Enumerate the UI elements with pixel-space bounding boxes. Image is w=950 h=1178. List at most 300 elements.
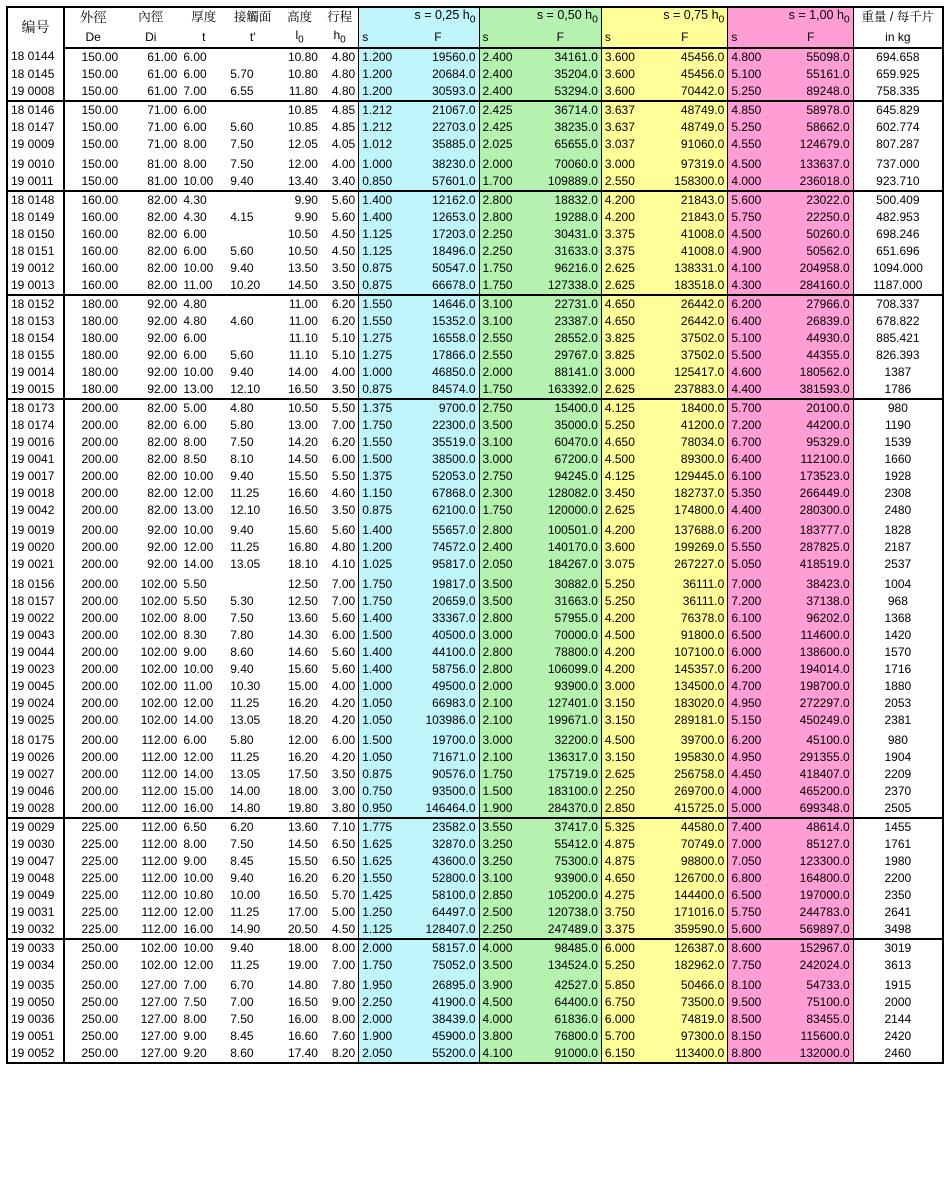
cell-s-025: 1.400 bbox=[359, 644, 398, 661]
cell-s-050: 2.400 bbox=[479, 48, 520, 66]
cell-t: 5.50 bbox=[183, 576, 207, 591]
cell-h0: 4.50 bbox=[331, 226, 356, 241]
cell-s-025: 1.625 bbox=[359, 836, 398, 853]
cell-f-075: 267227.0 bbox=[642, 556, 728, 573]
cell-s-050: 1.750 bbox=[479, 381, 520, 399]
cell-s-025: 1.375 bbox=[359, 468, 398, 485]
cell-s-100: 6.500 bbox=[728, 627, 769, 644]
cell-s-025: 1.000 bbox=[359, 364, 398, 381]
table-row bbox=[7, 749, 943, 766]
cell-de: 200.00 bbox=[81, 783, 119, 798]
cell-f-100: 44200.0 bbox=[769, 417, 854, 434]
cell-s-050: 3.550 bbox=[479, 818, 520, 836]
cell-t: 12.00 bbox=[183, 539, 214, 554]
cell-t: 6.00 bbox=[183, 330, 207, 345]
cell-di: 102.00 bbox=[140, 661, 178, 676]
cell-f-100: 95329.0 bbox=[769, 434, 854, 451]
cell-f-100: 204958.0 bbox=[769, 260, 854, 277]
cell-s-100: 7.200 bbox=[728, 417, 769, 434]
cell-t: 9.00 bbox=[183, 1028, 207, 1043]
cell-f-025: 57601.0 bbox=[397, 173, 479, 191]
cell-f-050: 35204.0 bbox=[520, 66, 602, 83]
cell-s-075: 4.200 bbox=[601, 661, 642, 678]
cell-f-100: 89248.0 bbox=[769, 83, 854, 101]
cell-f-050: 38235.0 bbox=[520, 119, 602, 136]
cell-f-100: 58978.0 bbox=[769, 101, 854, 119]
cell-weight: 1387 bbox=[853, 364, 943, 381]
cell-de: 150.00 bbox=[81, 119, 119, 134]
cell-s-050: 2.025 bbox=[479, 136, 520, 153]
cell-l0: 13.00 bbox=[287, 417, 318, 432]
cell-weight: 2420 bbox=[853, 1028, 943, 1045]
cell-weight: 1928 bbox=[853, 468, 943, 485]
cell-di: 82.00 bbox=[147, 277, 178, 292]
cell-f-050: 30431.0 bbox=[520, 226, 602, 243]
cell-s-025: 1.125 bbox=[359, 921, 398, 939]
cell-de: 200.00 bbox=[81, 522, 119, 537]
cell-h0: 4.20 bbox=[331, 749, 356, 764]
cell-id: 19 0030 bbox=[7, 836, 64, 853]
cell-h0: 6.20 bbox=[331, 434, 356, 449]
cell-t: 15.00 bbox=[183, 783, 214, 798]
cell-t-prime: 12.10 bbox=[230, 381, 261, 396]
cell-s-050: 1.750 bbox=[479, 766, 520, 783]
cell-l0: 15.00 bbox=[287, 678, 318, 693]
cell-f-100: 236018.0 bbox=[769, 173, 854, 191]
cell-di: 92.00 bbox=[147, 522, 178, 537]
cell-s-050: 3.500 bbox=[479, 573, 520, 593]
table-row bbox=[7, 729, 943, 749]
cell-f-100: 83455.0 bbox=[769, 1011, 854, 1028]
cell-f-075: 39700.0 bbox=[642, 729, 728, 749]
cell-s-100: 4.950 bbox=[728, 749, 769, 766]
cell-weight: 1880 bbox=[853, 678, 943, 695]
cell-t: 4.30 bbox=[180, 191, 227, 209]
unit-weight: in kg bbox=[853, 28, 943, 48]
cell-s-075: 4.200 bbox=[601, 519, 642, 539]
table-row bbox=[7, 539, 943, 556]
cell-id: 18 0152 bbox=[7, 295, 64, 313]
table-row bbox=[7, 695, 943, 712]
cell-l0: 14.20 bbox=[287, 434, 318, 449]
cell-f-075: 182737.0 bbox=[642, 485, 728, 502]
cell-s-100: 7.200 bbox=[728, 593, 769, 610]
cell-t-prime: 7.50 bbox=[230, 136, 254, 151]
cell-l0: 14.50 bbox=[287, 277, 318, 292]
cell-f-100: 418519.0 bbox=[769, 556, 854, 573]
cell-f-075: 45456.0 bbox=[642, 66, 728, 83]
cell-de: 150.00 bbox=[81, 173, 119, 188]
table-row bbox=[7, 644, 943, 661]
table-row bbox=[7, 627, 943, 644]
cell-s-025: 1.500 bbox=[359, 451, 398, 468]
cell-de: 225.00 bbox=[81, 904, 119, 919]
cell-t-prime bbox=[227, 573, 278, 593]
cell-f-100: 50562.0 bbox=[769, 243, 854, 260]
cell-t-prime: 8.10 bbox=[230, 451, 254, 466]
cell-s-075: 4.500 bbox=[601, 451, 642, 468]
cell-f-050: 183100.0 bbox=[520, 783, 602, 800]
cell-f-025: 55657.0 bbox=[397, 519, 479, 539]
cell-s-075: 2.625 bbox=[601, 502, 642, 519]
cell-s-100: 4.100 bbox=[728, 260, 769, 277]
cell-f-075: 125417.0 bbox=[642, 364, 728, 381]
cell-f-025: 41900.0 bbox=[397, 994, 479, 1011]
cell-t-prime: 5.60 bbox=[230, 119, 254, 134]
cell-s-050: 2.800 bbox=[479, 519, 520, 539]
cell-f-100: 183777.0 bbox=[769, 519, 854, 539]
cell-f-050: 98485.0 bbox=[520, 939, 602, 957]
cell-t: 10.80 bbox=[183, 887, 214, 902]
cell-s-025: 1.400 bbox=[359, 519, 398, 539]
cell-id: 19 0051 bbox=[7, 1028, 64, 1045]
cell-t-prime bbox=[227, 101, 278, 119]
cell-f-050: 60470.0 bbox=[520, 434, 602, 451]
cell-s-025: 1.400 bbox=[359, 610, 398, 627]
cell-f-100: 54733.0 bbox=[769, 974, 854, 994]
table-row bbox=[7, 1011, 943, 1028]
unit-f-050: F bbox=[520, 28, 602, 48]
cell-s-075: 6.150 bbox=[601, 1045, 642, 1063]
cell-t-prime: 7.50 bbox=[230, 836, 254, 851]
table-row bbox=[7, 1028, 943, 1045]
cell-weight: 500.409 bbox=[853, 191, 943, 209]
cell-t: 6.00 bbox=[183, 226, 207, 241]
cell-f-050: 34161.0 bbox=[520, 48, 602, 66]
cell-f-075: 97319.0 bbox=[642, 153, 728, 173]
cell-weight: 1786 bbox=[853, 381, 943, 399]
cell-f-050: 109889.0 bbox=[520, 173, 602, 191]
table-row bbox=[7, 1045, 943, 1063]
cell-di: 112.00 bbox=[141, 766, 178, 781]
cell-s-025: 0.875 bbox=[359, 766, 398, 783]
cell-h0: 4.00 bbox=[331, 156, 356, 171]
cell-weight: 2308 bbox=[853, 485, 943, 502]
cell-t: 10.00 bbox=[183, 661, 214, 676]
cell-id: 18 0151 bbox=[7, 243, 64, 260]
cell-s-025: 1.950 bbox=[359, 974, 398, 994]
cell-s-050: 2.000 bbox=[479, 364, 520, 381]
cell-t-prime: 6.70 bbox=[230, 977, 254, 992]
cell-s-100: 6.100 bbox=[728, 468, 769, 485]
cell-s-025: 1.500 bbox=[359, 729, 398, 749]
cell-h0: 3.40 bbox=[331, 173, 356, 188]
cell-h0: 3.50 bbox=[331, 766, 356, 781]
cell-s-075: 5.850 bbox=[601, 974, 642, 994]
cell-t: 10.00 bbox=[180, 939, 227, 957]
cell-t: 6.00 bbox=[183, 347, 207, 362]
unit-f-025: F bbox=[397, 28, 479, 48]
cell-f-025: 52053.0 bbox=[397, 468, 479, 485]
cell-f-025: 66678.0 bbox=[397, 277, 479, 295]
unit-s-075: s bbox=[601, 28, 642, 48]
cell-s-075: 4.500 bbox=[601, 729, 642, 749]
cell-s-050: 3.250 bbox=[479, 853, 520, 870]
cell-s-050: 2.800 bbox=[479, 644, 520, 661]
cell-s-050: 1.750 bbox=[479, 277, 520, 295]
table-row bbox=[7, 260, 943, 277]
table-row bbox=[7, 451, 943, 468]
cell-de: 200.00 bbox=[81, 644, 119, 659]
table-row bbox=[7, 48, 943, 66]
cell-h0: 7.80 bbox=[331, 977, 356, 992]
cell-di: 127.00 bbox=[140, 994, 178, 1009]
cell-id: 18 0145 bbox=[7, 66, 64, 83]
cell-t: 4.80 bbox=[180, 295, 227, 313]
cell-di: 82.00 bbox=[147, 468, 178, 483]
cell-de: 160.00 bbox=[81, 226, 119, 241]
cell-f-050: 57955.0 bbox=[520, 610, 602, 627]
cell-s-050: 2.800 bbox=[479, 191, 520, 209]
cell-h0: 8.00 bbox=[331, 1011, 356, 1026]
cell-f-100: 58662.0 bbox=[769, 119, 854, 136]
cell-f-025: 46850.0 bbox=[397, 364, 479, 381]
cell-di: 112.00 bbox=[141, 853, 178, 868]
cell-weight: 980 bbox=[853, 399, 943, 417]
cell-weight: 758.335 bbox=[853, 83, 943, 101]
cell-f-025: 64497.0 bbox=[397, 904, 479, 921]
cell-f-025: 26895.0 bbox=[397, 974, 479, 994]
cell-t: 6.00 bbox=[183, 119, 207, 134]
cell-l0: 19.00 bbox=[287, 957, 318, 972]
cell-f-100: 48614.0 bbox=[769, 818, 854, 836]
cell-weight: 1716 bbox=[853, 661, 943, 678]
cell-h0: 5.60 bbox=[331, 522, 356, 537]
cell-s-100: 8.100 bbox=[728, 974, 769, 994]
cell-f-025: 17203.0 bbox=[397, 226, 479, 243]
cell-s-100: 5.150 bbox=[728, 712, 769, 729]
cell-s-025: 1.400 bbox=[359, 191, 398, 209]
cell-s-075: 3.150 bbox=[601, 749, 642, 766]
cell-s-075: 4.875 bbox=[601, 836, 642, 853]
cell-h0: 3.80 bbox=[331, 800, 356, 815]
cell-di: 102.00 bbox=[140, 957, 178, 972]
cell-f-075: 91800.0 bbox=[642, 627, 728, 644]
cell-h0: 7.00 bbox=[331, 417, 356, 432]
cell-f-075: 44580.0 bbox=[642, 818, 728, 836]
table-row bbox=[7, 519, 943, 539]
cell-t: 5.00 bbox=[180, 399, 227, 417]
cell-f-050: 32200.0 bbox=[520, 729, 602, 749]
cell-f-025: 58100.0 bbox=[397, 887, 479, 904]
cell-id: 18 0146 bbox=[7, 101, 64, 119]
cell-s-050: 1.700 bbox=[479, 173, 520, 191]
cell-f-025: 38500.0 bbox=[397, 451, 479, 468]
cell-t-prime: 8.60 bbox=[230, 1045, 254, 1060]
cell-de: 150.00 bbox=[81, 66, 119, 81]
table-row bbox=[7, 818, 943, 836]
cell-di: 92.00 bbox=[147, 330, 178, 345]
cell-s-075: 3.000 bbox=[601, 364, 642, 381]
cell-f-025: 33367.0 bbox=[397, 610, 479, 627]
cell-l0: 10.50 bbox=[278, 399, 321, 417]
cell-s-075: 4.125 bbox=[601, 468, 642, 485]
cell-de: 200.00 bbox=[81, 556, 119, 571]
cell-s-025: 1.275 bbox=[359, 330, 398, 347]
cell-s-025: 0.875 bbox=[359, 502, 398, 519]
cell-weight: 1570 bbox=[853, 644, 943, 661]
cell-s-050: 2.800 bbox=[479, 209, 520, 226]
cell-f-050: 93900.0 bbox=[520, 870, 602, 887]
cell-de: 200.00 bbox=[81, 502, 119, 517]
cell-f-075: 415725.0 bbox=[642, 800, 728, 818]
unit-t: t bbox=[180, 28, 227, 48]
cell-di: 102.00 bbox=[140, 610, 178, 625]
cell-weight: 2480 bbox=[853, 502, 943, 519]
cell-f-050: 127401.0 bbox=[520, 695, 602, 712]
cell-h0: 4.80 bbox=[331, 83, 356, 98]
cell-id: 19 0025 bbox=[7, 712, 64, 729]
cell-s-075: 3.450 bbox=[601, 485, 642, 502]
table-row bbox=[7, 783, 943, 800]
cell-f-100: 244783.0 bbox=[769, 904, 854, 921]
cell-f-075: 70749.0 bbox=[642, 836, 728, 853]
cell-f-075: 171016.0 bbox=[642, 904, 728, 921]
cell-s-075: 4.200 bbox=[601, 209, 642, 226]
cell-s-025: 1.400 bbox=[359, 209, 398, 226]
cell-s-075: 5.250 bbox=[601, 957, 642, 974]
cell-s-025: 1.200 bbox=[359, 66, 398, 83]
cell-s-025: 1.400 bbox=[359, 661, 398, 678]
cell-f-100: 27966.0 bbox=[769, 295, 854, 313]
cell-f-100: 569897.0 bbox=[769, 921, 854, 939]
cell-s-050: 2.000 bbox=[479, 678, 520, 695]
cell-s-075: 2.625 bbox=[601, 277, 642, 295]
cell-s-075: 6.000 bbox=[601, 1011, 642, 1028]
cell-t: 6.00 bbox=[183, 732, 207, 747]
cell-f-025: 55200.0 bbox=[397, 1045, 479, 1063]
cell-s-100: 8.500 bbox=[728, 1011, 769, 1028]
cell-t: 5.50 bbox=[183, 593, 207, 608]
cell-s-075: 3.825 bbox=[601, 330, 642, 347]
cell-h0: 6.50 bbox=[331, 836, 356, 851]
cell-h0: 4.50 bbox=[331, 243, 356, 258]
cell-weight: 602.774 bbox=[853, 119, 943, 136]
cell-s-075: 4.875 bbox=[601, 853, 642, 870]
table-row bbox=[7, 502, 943, 519]
cell-l0: 13.50 bbox=[287, 260, 318, 275]
cell-s-100: 5.750 bbox=[728, 904, 769, 921]
cell-f-100: 450249.0 bbox=[769, 712, 854, 729]
cell-weight: 968 bbox=[853, 593, 943, 610]
cell-de: 200.00 bbox=[81, 451, 119, 466]
cell-f-050: 15400.0 bbox=[520, 399, 602, 417]
cell-t: 10.00 bbox=[183, 522, 214, 537]
cell-weight: 2370 bbox=[853, 783, 943, 800]
cell-s-075: 3.637 bbox=[601, 101, 642, 119]
table-row bbox=[7, 994, 943, 1011]
cell-l0: 10.80 bbox=[287, 49, 318, 64]
cell-s-075: 3.075 bbox=[601, 556, 642, 573]
cell-t: 6.00 bbox=[183, 49, 207, 64]
cell-id: 19 0016 bbox=[7, 434, 64, 451]
cell-s-050: 1.900 bbox=[479, 800, 520, 818]
cell-weight: 1455 bbox=[853, 818, 943, 836]
cell-f-075: 98800.0 bbox=[642, 853, 728, 870]
table-row bbox=[7, 330, 943, 347]
cell-s-050: 2.400 bbox=[479, 539, 520, 556]
cell-f-075: 145357.0 bbox=[642, 661, 728, 678]
cell-t-prime: 12.10 bbox=[230, 502, 261, 517]
cell-s-025: 1.125 bbox=[359, 226, 398, 243]
cell-f-100: 152967.0 bbox=[769, 939, 854, 957]
cell-f-100: 20100.0 bbox=[769, 399, 854, 417]
cell-l0: 16.50 bbox=[287, 994, 318, 1009]
col-header-height: 高度 bbox=[287, 10, 313, 25]
cell-f-050: 88141.0 bbox=[520, 364, 602, 381]
cell-s-050: 2.300 bbox=[479, 485, 520, 502]
cell-weight: 1980 bbox=[853, 853, 943, 870]
cell-s-075: 3.600 bbox=[601, 539, 642, 556]
cell-t-prime: 13.05 bbox=[230, 556, 261, 571]
cell-s-075: 4.650 bbox=[601, 313, 642, 330]
cell-weight: 2053 bbox=[853, 695, 943, 712]
cell-f-075: 21843.0 bbox=[642, 209, 728, 226]
cell-f-100: 284160.0 bbox=[769, 277, 854, 295]
cell-f-025: 67868.0 bbox=[397, 485, 479, 502]
cell-l0: 16.80 bbox=[287, 539, 318, 554]
table-row bbox=[7, 870, 943, 887]
cell-f-050: 18832.0 bbox=[520, 191, 602, 209]
cell-id: 19 0009 bbox=[7, 136, 64, 153]
cell-l0: 16.50 bbox=[287, 381, 318, 396]
cell-s-100: 4.500 bbox=[728, 226, 769, 243]
cell-l0: 16.20 bbox=[287, 870, 318, 885]
cell-de: 160.00 bbox=[81, 260, 119, 275]
cell-s-100: 4.000 bbox=[728, 783, 769, 800]
cell-t-prime: 11.25 bbox=[230, 695, 260, 710]
cell-weight: 708.337 bbox=[853, 295, 943, 313]
cell-f-075: 91060.0 bbox=[642, 136, 728, 153]
cell-s-050: 4.000 bbox=[479, 1011, 520, 1028]
cell-id: 18 0147 bbox=[7, 119, 64, 136]
cell-t-prime: 11.25 bbox=[230, 957, 260, 972]
cell-f-075: 89300.0 bbox=[642, 451, 728, 468]
cell-s-025: 1.050 bbox=[359, 749, 398, 766]
cell-di: 102.00 bbox=[140, 627, 178, 642]
cell-t-prime: 9.40 bbox=[230, 468, 254, 483]
cell-f-025: 45900.0 bbox=[397, 1028, 479, 1045]
cell-s-075: 3.150 bbox=[601, 712, 642, 729]
cell-f-025: 103986.0 bbox=[397, 712, 479, 729]
cell-s-025: 1.750 bbox=[359, 573, 398, 593]
cell-l0: 15.60 bbox=[287, 522, 318, 537]
cell-f-050: 94245.0 bbox=[520, 468, 602, 485]
cell-f-025: 35519.0 bbox=[397, 434, 479, 451]
cell-h0: 7.00 bbox=[331, 957, 356, 972]
cell-di: 92.00 bbox=[121, 295, 180, 313]
cell-weight: 698.246 bbox=[853, 226, 943, 243]
cell-s-100: 8.800 bbox=[728, 1045, 769, 1063]
cell-f-050: 55412.0 bbox=[520, 836, 602, 853]
cell-f-075: 74819.0 bbox=[642, 1011, 728, 1028]
cell-id: 18 0157 bbox=[7, 593, 64, 610]
table-row bbox=[7, 381, 943, 399]
cell-de: 250.00 bbox=[81, 1011, 119, 1026]
cell-f-050: 120738.0 bbox=[520, 904, 602, 921]
table-row bbox=[7, 364, 943, 381]
cell-s-075: 3.375 bbox=[601, 243, 642, 260]
cell-f-100: 173523.0 bbox=[769, 468, 854, 485]
cell-f-100: 418407.0 bbox=[769, 766, 854, 783]
cell-l0: 16.00 bbox=[287, 1011, 318, 1026]
cell-weight: 3613 bbox=[853, 957, 943, 974]
cell-f-025: 15352.0 bbox=[397, 313, 479, 330]
cell-f-050: 70060.0 bbox=[520, 153, 602, 173]
cell-s-050: 1.750 bbox=[479, 502, 520, 519]
cell-t-prime: 8.60 bbox=[230, 644, 254, 659]
cell-s-100: 7.000 bbox=[728, 573, 769, 593]
